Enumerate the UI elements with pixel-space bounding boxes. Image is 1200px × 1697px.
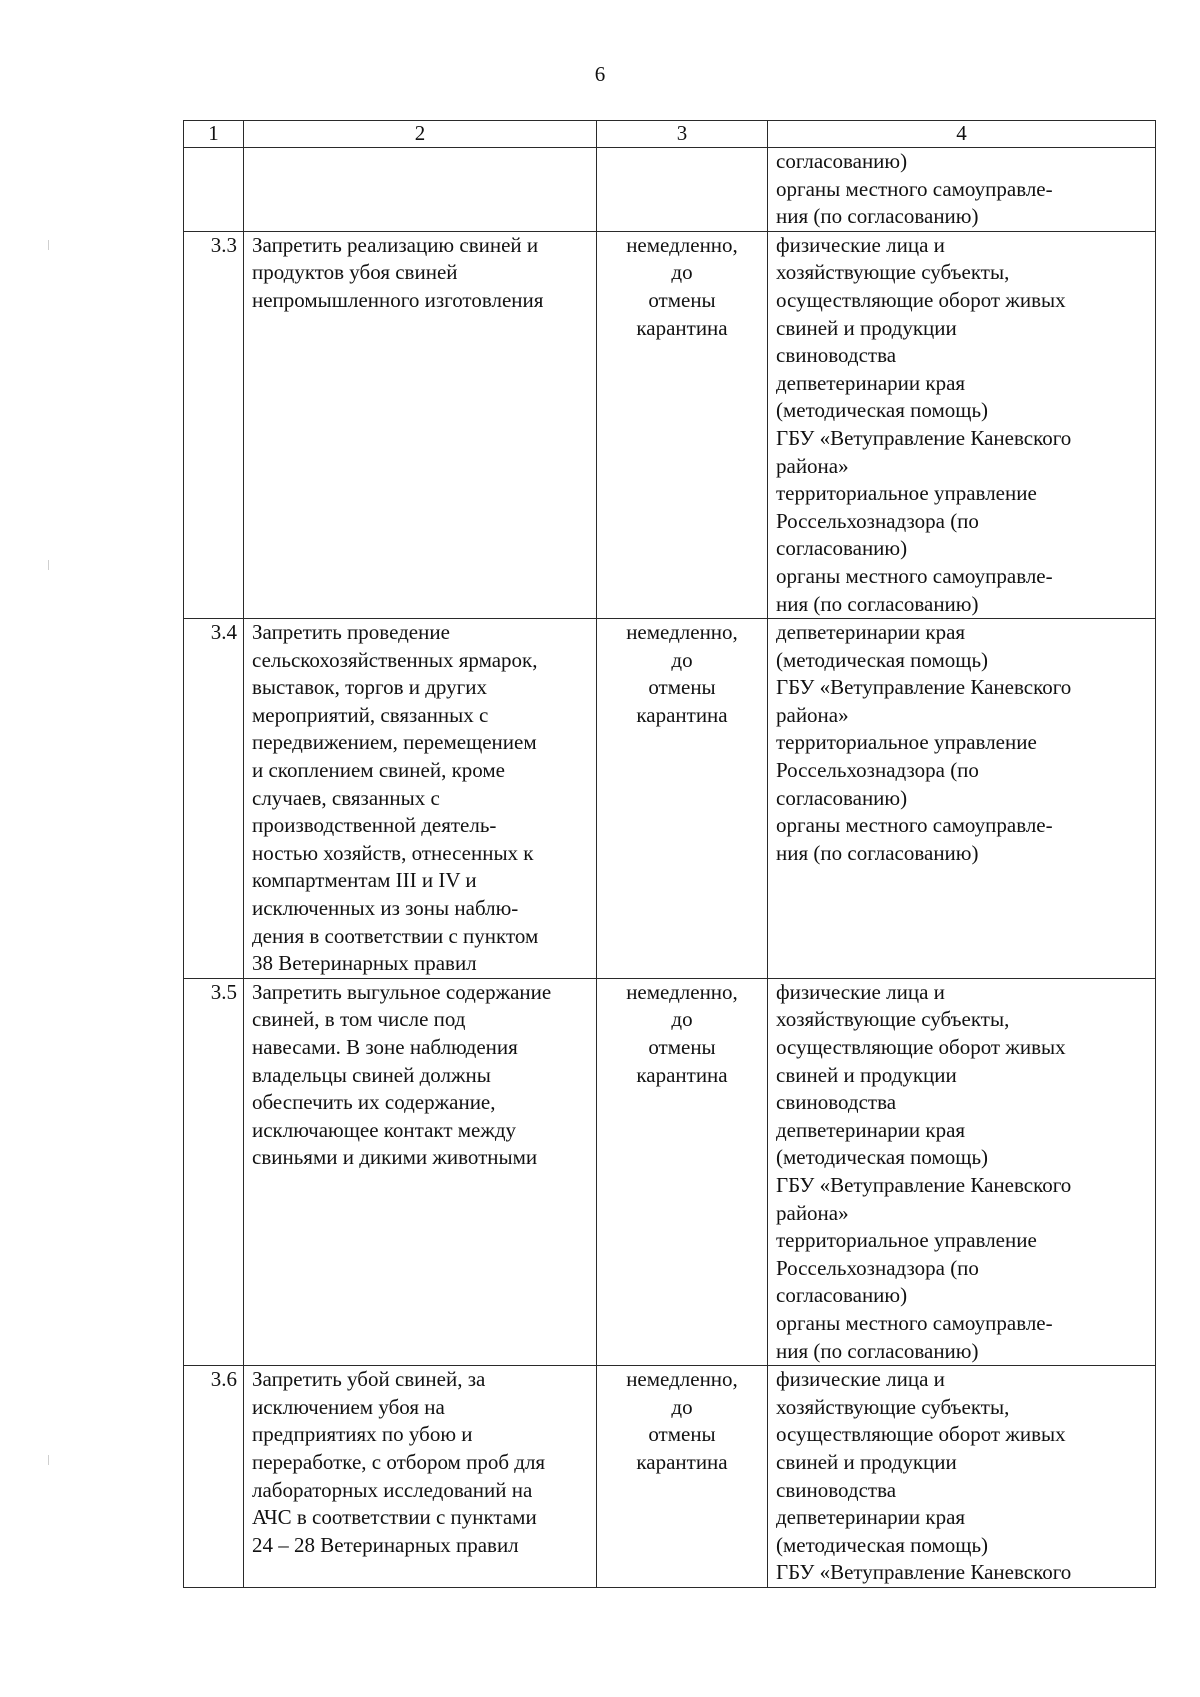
term-text-line: до bbox=[671, 1394, 693, 1419]
responsible-text-line: осуществляющие оборот живых bbox=[776, 1035, 1066, 1059]
item-number: 3.3 bbox=[184, 231, 244, 618]
responsible-text-line: ния (по согласованию) bbox=[776, 1338, 979, 1363]
column-header-number: 1 bbox=[184, 121, 244, 148]
item-number: 3.4 bbox=[184, 619, 244, 979]
table-row bbox=[184, 231, 1156, 618]
term-text bbox=[597, 231, 768, 618]
responsible-text-line: Россельхознадзора (по bbox=[776, 508, 979, 533]
term-text-line: карантина bbox=[636, 315, 728, 340]
scan-mark bbox=[48, 560, 49, 570]
responsible-text-line: ГБУ «Ветуправление Каневского bbox=[776, 425, 1072, 450]
column-header-measure: 2 bbox=[244, 121, 597, 148]
responsible-text bbox=[768, 1366, 1156, 1588]
measure-text-line: навесами. В зоне наблюдения bbox=[252, 1035, 518, 1059]
term-text-line: отмены bbox=[648, 287, 716, 312]
term-text-line: немедленно, bbox=[626, 620, 738, 645]
responsible-text bbox=[768, 978, 1156, 1365]
responsible-text-line: органы местного самоуправле- bbox=[776, 813, 1053, 838]
responsible-text-line: физические лица и bbox=[776, 979, 945, 1004]
responsible-text-line: осуществляющие оборот живых bbox=[776, 287, 1066, 312]
responsible-text-line: (методическая помощь) bbox=[776, 1145, 989, 1170]
measure-text-line: дения в соответствии с пунктом bbox=[252, 923, 539, 948]
responsible-text-line: свиней и продукции bbox=[776, 315, 957, 340]
responsible-text-line: ния (по согласованию) bbox=[776, 591, 979, 616]
term-text-line: до bbox=[671, 260, 693, 285]
term-text-line: немедленно, bbox=[626, 1367, 738, 1392]
term-text bbox=[597, 619, 768, 979]
responsible-text-line: свиноводства bbox=[776, 1477, 897, 1502]
responsible-text-line: Россельхознадзора (по bbox=[776, 758, 979, 783]
responsible-text-line: территориальное управление bbox=[776, 481, 1037, 506]
responsible-text-line: физические лица и bbox=[776, 1367, 945, 1392]
responsible-text-line: органы местного самоуправле- bbox=[776, 1310, 1053, 1335]
responsible-text bbox=[768, 619, 1156, 979]
term-text-line: немедленно, bbox=[626, 232, 738, 257]
term-text-line: до bbox=[671, 1007, 693, 1032]
responsible-text-line: согласованию) bbox=[776, 785, 908, 810]
term-text-line: до bbox=[671, 647, 693, 672]
measure-text-line: владельцы свиней должны bbox=[252, 1062, 491, 1087]
measure-text-line: АЧС в соответствии с пунктами bbox=[252, 1505, 537, 1530]
responsible-text-line: согласованию) bbox=[776, 1283, 908, 1308]
responsible-text-line: территориальное управление bbox=[776, 730, 1037, 755]
measure-text-line: Запретить выгульное содержание bbox=[252, 979, 552, 1004]
measure-text bbox=[244, 231, 597, 618]
measure-text-line: производственной деятель- bbox=[252, 813, 497, 838]
responsible-text-line: хозяйствующие субъекты, bbox=[776, 1007, 1010, 1032]
measure-text-line: 38 Ветеринарных правил bbox=[252, 951, 477, 976]
measure-text-line: исключением убоя на bbox=[252, 1394, 445, 1419]
responsible-text-line: органы местного самоуправле- bbox=[776, 563, 1053, 588]
responsible-text-line: (методическая помощь) bbox=[776, 647, 989, 672]
measure-text-line: непромышленного изготовления bbox=[252, 287, 544, 312]
responsible-text-line: депветеринарии края bbox=[776, 1505, 966, 1530]
responsible-text-line: ГБУ «Ветуправление Каневского bbox=[776, 1172, 1072, 1197]
responsible-text bbox=[768, 148, 1156, 232]
measure-text-line: переработке, с отбором проб для bbox=[252, 1449, 546, 1474]
responsible-text-line: ния (по согласованию) bbox=[776, 204, 979, 229]
measure-text bbox=[244, 619, 597, 979]
column-header-responsible: 4 bbox=[768, 121, 1156, 148]
responsible-text-line: Россельхознадзора (по bbox=[776, 1255, 979, 1280]
responsible-text-line: осуществляющие оборот живых bbox=[776, 1422, 1066, 1447]
responsible-text-line: согласованию) bbox=[776, 536, 908, 561]
measure-text-line: продуктов убоя свиней bbox=[252, 260, 458, 285]
measure-text-line: и скоплением свиней, кроме bbox=[252, 758, 506, 783]
responsible-text-line: хозяйствующие субъекты, bbox=[776, 1394, 1010, 1419]
table-row bbox=[184, 978, 1156, 1365]
item-number bbox=[184, 148, 244, 232]
page-number: 6 bbox=[594, 62, 606, 86]
responsible-text-line: территориальное управление bbox=[776, 1228, 1037, 1253]
responsible-text-line: ния (по согласованию) bbox=[776, 840, 979, 865]
measure-text-line: предприятиях по убою и bbox=[252, 1422, 473, 1447]
responsible-text-line: хозяйствующие субъекты, bbox=[776, 260, 1010, 285]
measure-text bbox=[244, 978, 597, 1365]
measure-text-line: исключающее контакт между bbox=[252, 1117, 517, 1142]
measure-text bbox=[244, 148, 597, 232]
table-row bbox=[184, 619, 1156, 979]
measure-text-line: выставок, торгов и других bbox=[252, 675, 487, 700]
term-text-line: немедленно, bbox=[626, 979, 738, 1004]
table-row bbox=[184, 148, 1156, 232]
measures-table-body bbox=[184, 121, 1156, 1588]
measure-text-line: 24 – 28 Ветеринарных правил bbox=[252, 1532, 519, 1557]
measure-text-line: сельскохозяйственных ярмарок, bbox=[252, 647, 538, 672]
responsible-text-line: ГБУ «Ветуправление Каневского bbox=[776, 675, 1072, 700]
responsible-text-line: согласованию) bbox=[776, 149, 908, 173]
term-text bbox=[597, 148, 768, 232]
scan-mark bbox=[48, 1455, 49, 1465]
term-text bbox=[597, 1366, 768, 1588]
table-row bbox=[184, 1366, 1156, 1588]
term-text-line: карантина bbox=[636, 1449, 728, 1474]
measure-text-line: свиньями и дикими животными bbox=[252, 1145, 538, 1170]
responsible-text-line: депветеринарии края bbox=[776, 1117, 966, 1142]
measure-text-line: Запретить реализацию свиней и bbox=[252, 232, 539, 257]
responsible-text-line: (методическая помощь) bbox=[776, 398, 989, 423]
measure-text-line: обеспечить их содержание, bbox=[252, 1090, 496, 1115]
responsible-text-line: депветеринарии края bbox=[776, 370, 966, 395]
measure-text-line: компартментам III и IV и bbox=[252, 868, 477, 893]
measure-text-line: свиней, в том числе под bbox=[252, 1007, 466, 1032]
responsible-text-line: свиноводства bbox=[776, 343, 897, 368]
responsible-text-line: ГБУ «Ветуправление Каневского bbox=[776, 1560, 1072, 1585]
measure-text-line: Запретить убой свиней, за bbox=[252, 1367, 486, 1392]
term-text-line: отмены bbox=[648, 1422, 716, 1447]
measure-text-line: исключенных из зоны наблю- bbox=[252, 896, 519, 921]
item-number: 3.6 bbox=[184, 1366, 244, 1588]
responsible-text-line: депветеринарии края bbox=[776, 620, 966, 645]
responsible-text-line: района» bbox=[776, 702, 849, 727]
responsible-text bbox=[768, 231, 1156, 618]
measure-text bbox=[244, 1366, 597, 1588]
column-header-term: 3 bbox=[597, 121, 768, 148]
measure-text-line: мероприятий, связанных с bbox=[252, 702, 489, 727]
responsible-text-line: физические лица и bbox=[776, 232, 945, 257]
responsible-text-line: района» bbox=[776, 1200, 849, 1225]
responsible-text-line: (методическая помощь) bbox=[776, 1532, 989, 1557]
measure-text-line: лабораторных исследований на bbox=[252, 1477, 533, 1502]
responsible-text-line: свиней и продукции bbox=[776, 1062, 957, 1087]
measure-text-line: случаев, связанных с bbox=[252, 785, 440, 810]
scan-mark bbox=[48, 240, 49, 250]
responsible-text-line: района» bbox=[776, 453, 849, 478]
measure-text-line: ностью хозяйств, отнесенных к bbox=[252, 840, 534, 865]
item-number: 3.5 bbox=[184, 978, 244, 1365]
term-text-line: отмены bbox=[648, 675, 716, 700]
measure-text-line: передвижением, перемещением bbox=[252, 730, 537, 755]
measures-table bbox=[183, 120, 1156, 1588]
term-text bbox=[597, 978, 768, 1365]
term-text-line: карантина bbox=[636, 702, 728, 727]
measure-text-line: Запретить проведение bbox=[252, 620, 450, 645]
table-header-row bbox=[184, 121, 1156, 148]
responsible-text-line: органы местного самоуправле- bbox=[776, 176, 1053, 201]
responsible-text-line: свиней и продукции bbox=[776, 1449, 957, 1474]
responsible-text-line: свиноводства bbox=[776, 1090, 897, 1115]
term-text-line: отмены bbox=[648, 1035, 716, 1059]
term-text-line: карантина bbox=[636, 1062, 728, 1087]
